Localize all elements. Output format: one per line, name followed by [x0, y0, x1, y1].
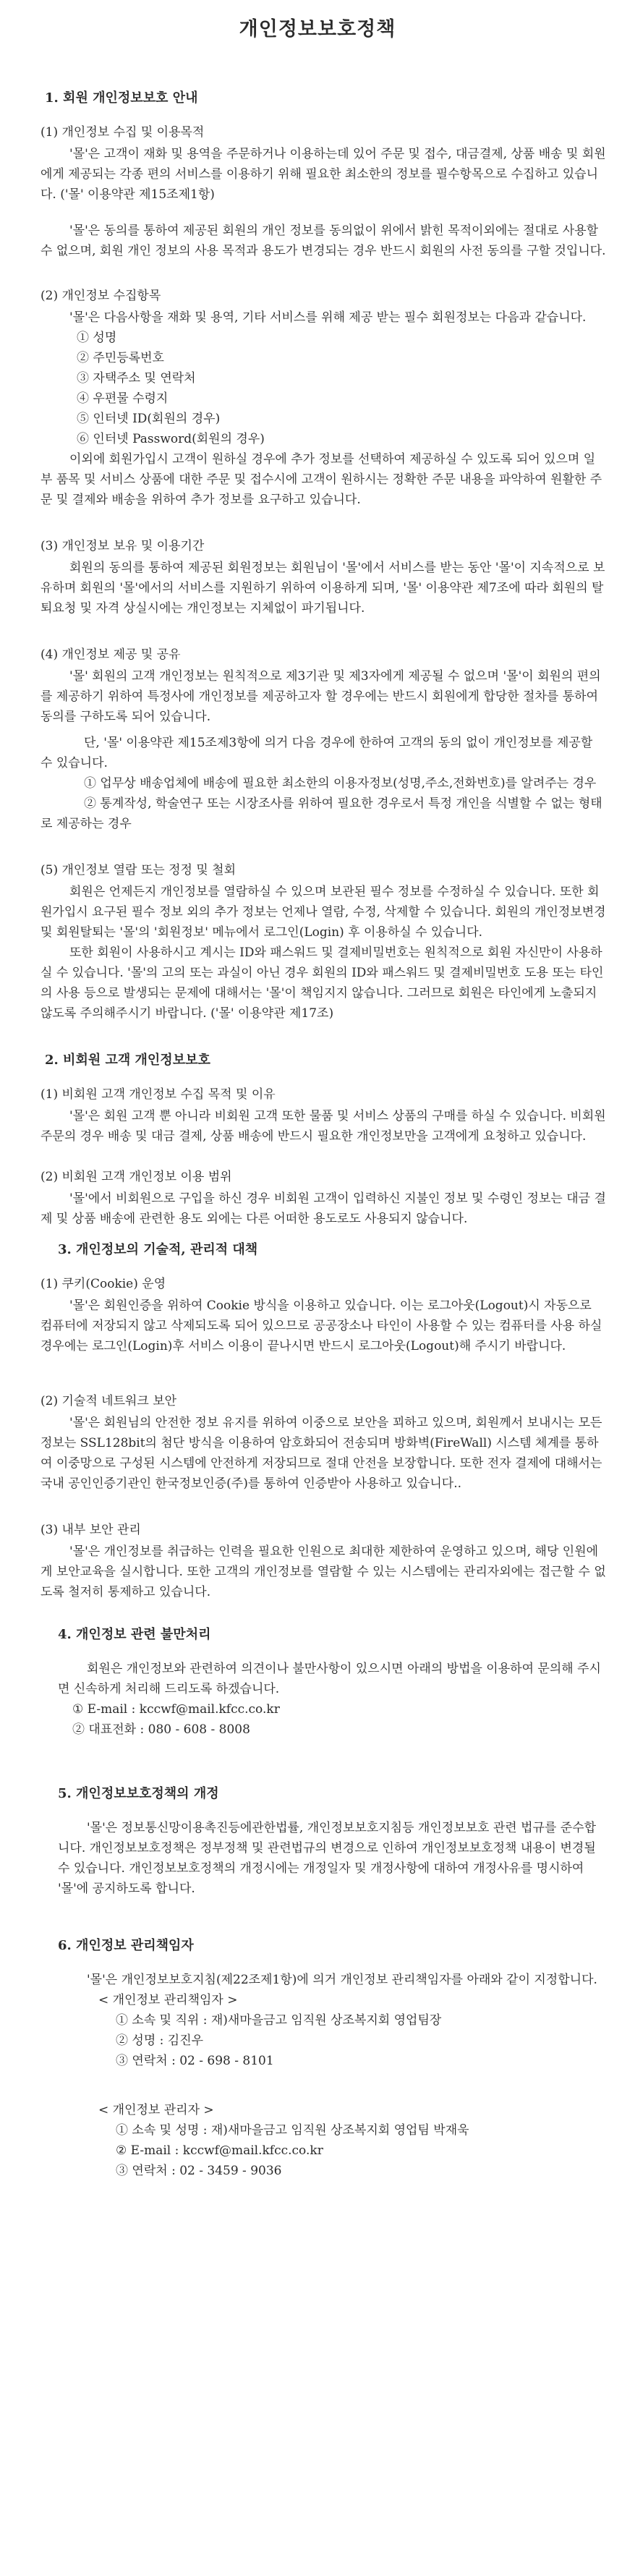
subsection-nonmember-purpose	[41, 1084, 606, 1147]
manager-name: ② 성명 : 김진우	[116, 2033, 204, 2048]
section-complaints	[29, 1624, 606, 1740]
complaints-body	[58, 1659, 606, 1740]
subsection-title: (1) 비회원 고객 개인정보 수집 목적 및 이유	[41, 1087, 276, 1102]
contact-list	[58, 1699, 606, 1740]
list-item: ② 통계작성, 학술연구 또는 시장조사를 위하여 필요한 경우로서 특정 개인을 식별할 수 없는 형태로 제공하는 경우	[41, 796, 602, 831]
paragraph: 회원은 언제든지 개인정보를 열람하실 수 있으며 보관된 필수 정보를 수정하실 수 있습니다. 또한 회원가입시 요구된 필수 정보 외의 추가 정보는 언제나 열람, 수정, 삭제할 수 있습니다. 회원의 개인정보변경 및 회원탈퇴는 '몰'의 '회원정보' 메뉴에서 로그인(Login) 후 이용하실 수 있습니다.	[41, 885, 606, 940]
paragraph: 이외에 회원가입시 고객이 원하실 경우에 추가 정보를 선택하여 제공하실 수 있도록 되어 있으며 일부 품목 및 서비스 상품에 대한 주문 및 접수시에 고객이 원하시는 정확한 주문 내용을 파악하여 원활한 주문 및 결제와 배송을 위하여 추가 정보를 요구하고 있습니다.	[41, 452, 602, 507]
manager-label: < 개인정보 관리책임자 >	[98, 1993, 238, 2007]
section-policy-revision	[29, 1783, 606, 1899]
paragraph: '몰'은 정보통신망이용촉진등에관한법률, 개인정보보호지침등 개인정보보호 관련 법규를 준수합니다. 개인정보보호정책은 정부정책 및 관련법규의 변경으로 인하여 개인정보보호정책 내용이 변경될 수 있습니다. 개인정보보호정책의 개정시에는 개정일자 및 개정사항에 대하여 개정사유를 명시하여 '몰'에 공지하도록 합니다.	[58, 1821, 597, 1896]
item-list	[41, 328, 606, 449]
section-nonmember-privacy	[29, 1050, 606, 1229]
manager-email: ② E-mail : kccwf@mail.kfcc.co.kr	[116, 2143, 323, 2158]
subsection-title: (1) 개인정보 수집 및 이용목적	[41, 125, 205, 140]
subsection-cookie	[41, 1274, 606, 1356]
list-item: ① 업무상 배송업체에 배송에 필요한 최소한의 이용자정보(성명,주소,전화번호)를 알려주는 경우	[84, 776, 597, 791]
list-item: ⑤ 인터넷 ID(회원의 경우)	[77, 412, 221, 426]
list-item: ② 주민등록번호	[77, 351, 164, 365]
page-title: 개인정보보호정책	[239, 18, 396, 41]
subsection-retention	[41, 536, 606, 619]
section-technical-measures	[29, 1239, 606, 1602]
manager-affiliation: ① 소속 및 성명 : 재)새마을금고 임직원 상조복지회 영업팀 박재욱	[116, 2123, 469, 2138]
paragraph: '몰'은 고객이 재화 및 용역을 주문하거나 이용하는데 있어 주문 및 접수, 대금결제, 상품 배송 및 회원에게 제공되는 각종 편의 서비스를 이용하기 위해 필요한 최소한의 정보를 필수항목으로 수집하고 있습니다. ('몰' 이용약관 제15조제1항)	[41, 147, 606, 202]
section-heading: 1. 회원 개인정보보호 안내	[45, 90, 198, 106]
manager-phone: ③ 연락처 : 02 - 698 - 8101	[116, 2054, 274, 2068]
manager-affiliation: ① 소속 및 직위 : 재)새마을금고 임직원 상조복지회 영업팀장	[116, 2013, 442, 2028]
manager-label: < 개인정보 관리자 >	[98, 2103, 214, 2117]
subsection-title: (5) 개인정보 열람 또는 정정 및 철회	[41, 863, 236, 877]
subsection-title: (4) 개인정보 제공 및 공유	[41, 647, 181, 662]
subsection-title: (2) 개인정보 수집항목	[41, 289, 161, 303]
subsection-access-correction	[41, 860, 606, 1024]
paragraph: 회원은 개인정보와 관련하여 의견이나 불만사항이 있으시면 아래의 방법을 이용하여 문의해 주시면 신속하게 처리해 드리도록 하겠습니다.	[58, 1662, 601, 1696]
subsection-nonmember-scope	[41, 1167, 606, 1229]
privacy-admin-block	[98, 2100, 606, 2181]
paragraph: 단, '몰' 이용약관 제15조제3항에 의거 다음 경우에 한하여 고객의 동의 없이 개인정보를 제공할 수 있습니다.	[41, 736, 593, 770]
paragraph: '몰' 회원의 고객 개인정보는 원칙적으로 제3기관 및 제3자에게 제공될 수 없으며 '몰'이 회원의 편의를 제공하기 위하여 특정사에 개인정보를 제공하고자 할 경우에는 반드시 회원에게 합당한 절차를 통하여 동의를 구하도록 되어 있습니다.	[41, 669, 601, 724]
section-heading: 4. 개인정보 관련 불만처리	[58, 1627, 211, 1642]
paragraph: '몰'은 회원 고객 뿐 아니라 비회원 고객 또한 물품 및 서비스 상품의 구매를 하실 수 있습니다. 비회원 주문의 경우 배송 및 대금 결제, 상품 배송에 반드시 필요한 개인정보만을 고객에게 요청하고 있습니다.	[41, 1109, 606, 1144]
paragraph: '몰'은 개인정보보호지침(제22조제1항)에 의거 개인정보 관리책임자를 아래와 같이 지정합니다.	[87, 1973, 597, 1987]
subsection-title: (1) 쿠키(Cookie) 운영	[41, 1277, 166, 1291]
paragraph: '몰'은 회원인증을 위하여 Cookie 방식을 이용하고 있습니다. 이는 로그아웃(Logout)시 자동으로 컴퓨터에 저장되지 않고 삭제되도록 되어 있으므로 공공장소나 타인이 사용할 수 있는 컴퓨터를 사용 하실 경우에는 로그인(Login)후 서비스 이용이 끝나시면 반드시 로그아웃(Logout)해 주시기 바랍니다.	[41, 1298, 602, 1353]
item-list	[41, 773, 606, 834]
paragraph: '몰'은 회원님의 안전한 정보 유지를 위하여 이중으로 보안을 꾀하고 있으며, 회원께서 보내시는 모든 정보는 SSL128bit의 첨단 방식을 이용하여 암호화되어 전송되며 방화벽(FireWall) 시스템 체계를 통하여 이중망으로 구성된 시스템에 안전하게 저장되므로 절대 안전을 보장합니다. 또한 전자 결제에 대해서는 국내 공인인증기관인 한국정보인증(주)를 통하여 인증받아 사용하고 있습니다..	[41, 1416, 602, 1491]
subsection-collection-purpose	[41, 122, 606, 261]
list-item: ⑥ 인터넷 Password(회원의 경우)	[77, 432, 265, 446]
manager-details	[98, 2120, 606, 2181]
revision-body	[58, 1818, 606, 1899]
paragraph: '몰'은 다음사항을 재화 및 용역, 기타 서비스를 위해 제공 받는 필수 회원정보는 다음과 같습니다.	[69, 310, 587, 325]
paragraph: '몰'은 개인정보를 취급하는 인력을 필요한 인원으로 최대한 제한하여 운영하고 있으며, 해당 인원에게 보안교육을 실시합니다. 또한 고객의 개인정보를 열람할 수 있는 시스템에는 관리자외에는 접근할 수 없도록 철저히 통제하고 있습니다.	[41, 1544, 606, 1599]
subsection-network-security	[41, 1391, 606, 1494]
paragraph: '몰'에서 비회원으로 구입을 하신 경우 비회원 고객이 입력하신 지불인 정보 및 수령인 정보는 대금 결제 및 상품 배송에 관련한 용도 외에는 다른 어떠한 용도로도 사용되지 않습니다.	[41, 1191, 606, 1226]
officer-body	[58, 1970, 606, 2181]
section-heading: 6. 개인정보 관리책임자	[58, 1938, 194, 1953]
email-contact: ① E-mail : kccwf@mail.kfcc.co.kr	[72, 1702, 280, 1717]
manager-details	[98, 2010, 606, 2071]
paragraph: 회원의 동의를 통하여 제공된 회원정보는 회원님이 '몰'에서 서비스를 받는 동안 '몰'이 지속적으로 보유하며 회원의 '몰'에서의 서비스를 지원하기 위하여 이용하게 되며, '몰' 이용약관 제7조에 따라 회원의 탈퇴요청 및 자격 상실시에는 개인정보는 지체없이 파기됩니다.	[41, 561, 605, 616]
subsection-title: (3) 내부 보안 관리	[41, 1523, 141, 1537]
section-privacy-officer	[29, 1935, 606, 2181]
section-heading: 2. 비회원 고객 개인정보보호	[45, 1053, 210, 1068]
subsection-title: (2) 비회원 고객 개인정보 이용 범위	[41, 1170, 232, 1184]
section-member-privacy	[29, 88, 606, 1024]
paragraph: '몰'은 동의를 통하여 제공된 회원의 개인 정보를 동의없이 위에서 밝힌 목적이외에는 절대로 사용할 수 없으며, 회원 개인 정보의 사용 목적과 용도가 변경되는 경우 반드시 회원의 사전 동의를 구할 것입니다.	[41, 224, 606, 258]
subsection-collection-items	[41, 286, 606, 510]
subsection-title: (3) 개인정보 보유 및 이용기간	[41, 539, 205, 553]
subsection-title: (2) 기술적 네트워크 보안	[41, 1394, 177, 1408]
list-item: ① 성명	[77, 331, 117, 345]
section-heading: 5. 개인정보보호정책의 개정	[58, 1786, 219, 1801]
privacy-manager-block	[98, 1990, 606, 2071]
manager-phone: ③ 연락처 : 02 - 3459 - 9036	[116, 2164, 282, 2178]
subsection-internal-security	[41, 1520, 606, 1602]
section-heading: 3. 개인정보의 기술적, 관리적 대책	[58, 1242, 258, 1257]
subsection-sharing	[41, 645, 606, 834]
paragraph: 또한 회원이 사용하시고 계시는 ID와 패스워드 및 결제비밀번호는 원칙적으로 회원 자신만이 사용하실 수 있습니다. '몰'의 고의 또는 과실이 아닌 경우 회원의 ID와 패스워드 및 결제비밀번호 도용 또는 타인의 사용 등으로 발생되는 문제에 대해서는 '몰'이 책임지지 않습니다. 그러므로 회원은 타인에게 노출되지 않도록 주의해주시기 바랍니다. ('몰' 이용약관 제17조)	[41, 945, 604, 1021]
list-item: ④ 우편물 수령지	[77, 391, 169, 406]
phone-contact: ② 대표전화 : 080 - 608 - 8008	[72, 1722, 250, 1737]
list-item: ③ 자택주소 및 연락처	[77, 371, 196, 386]
